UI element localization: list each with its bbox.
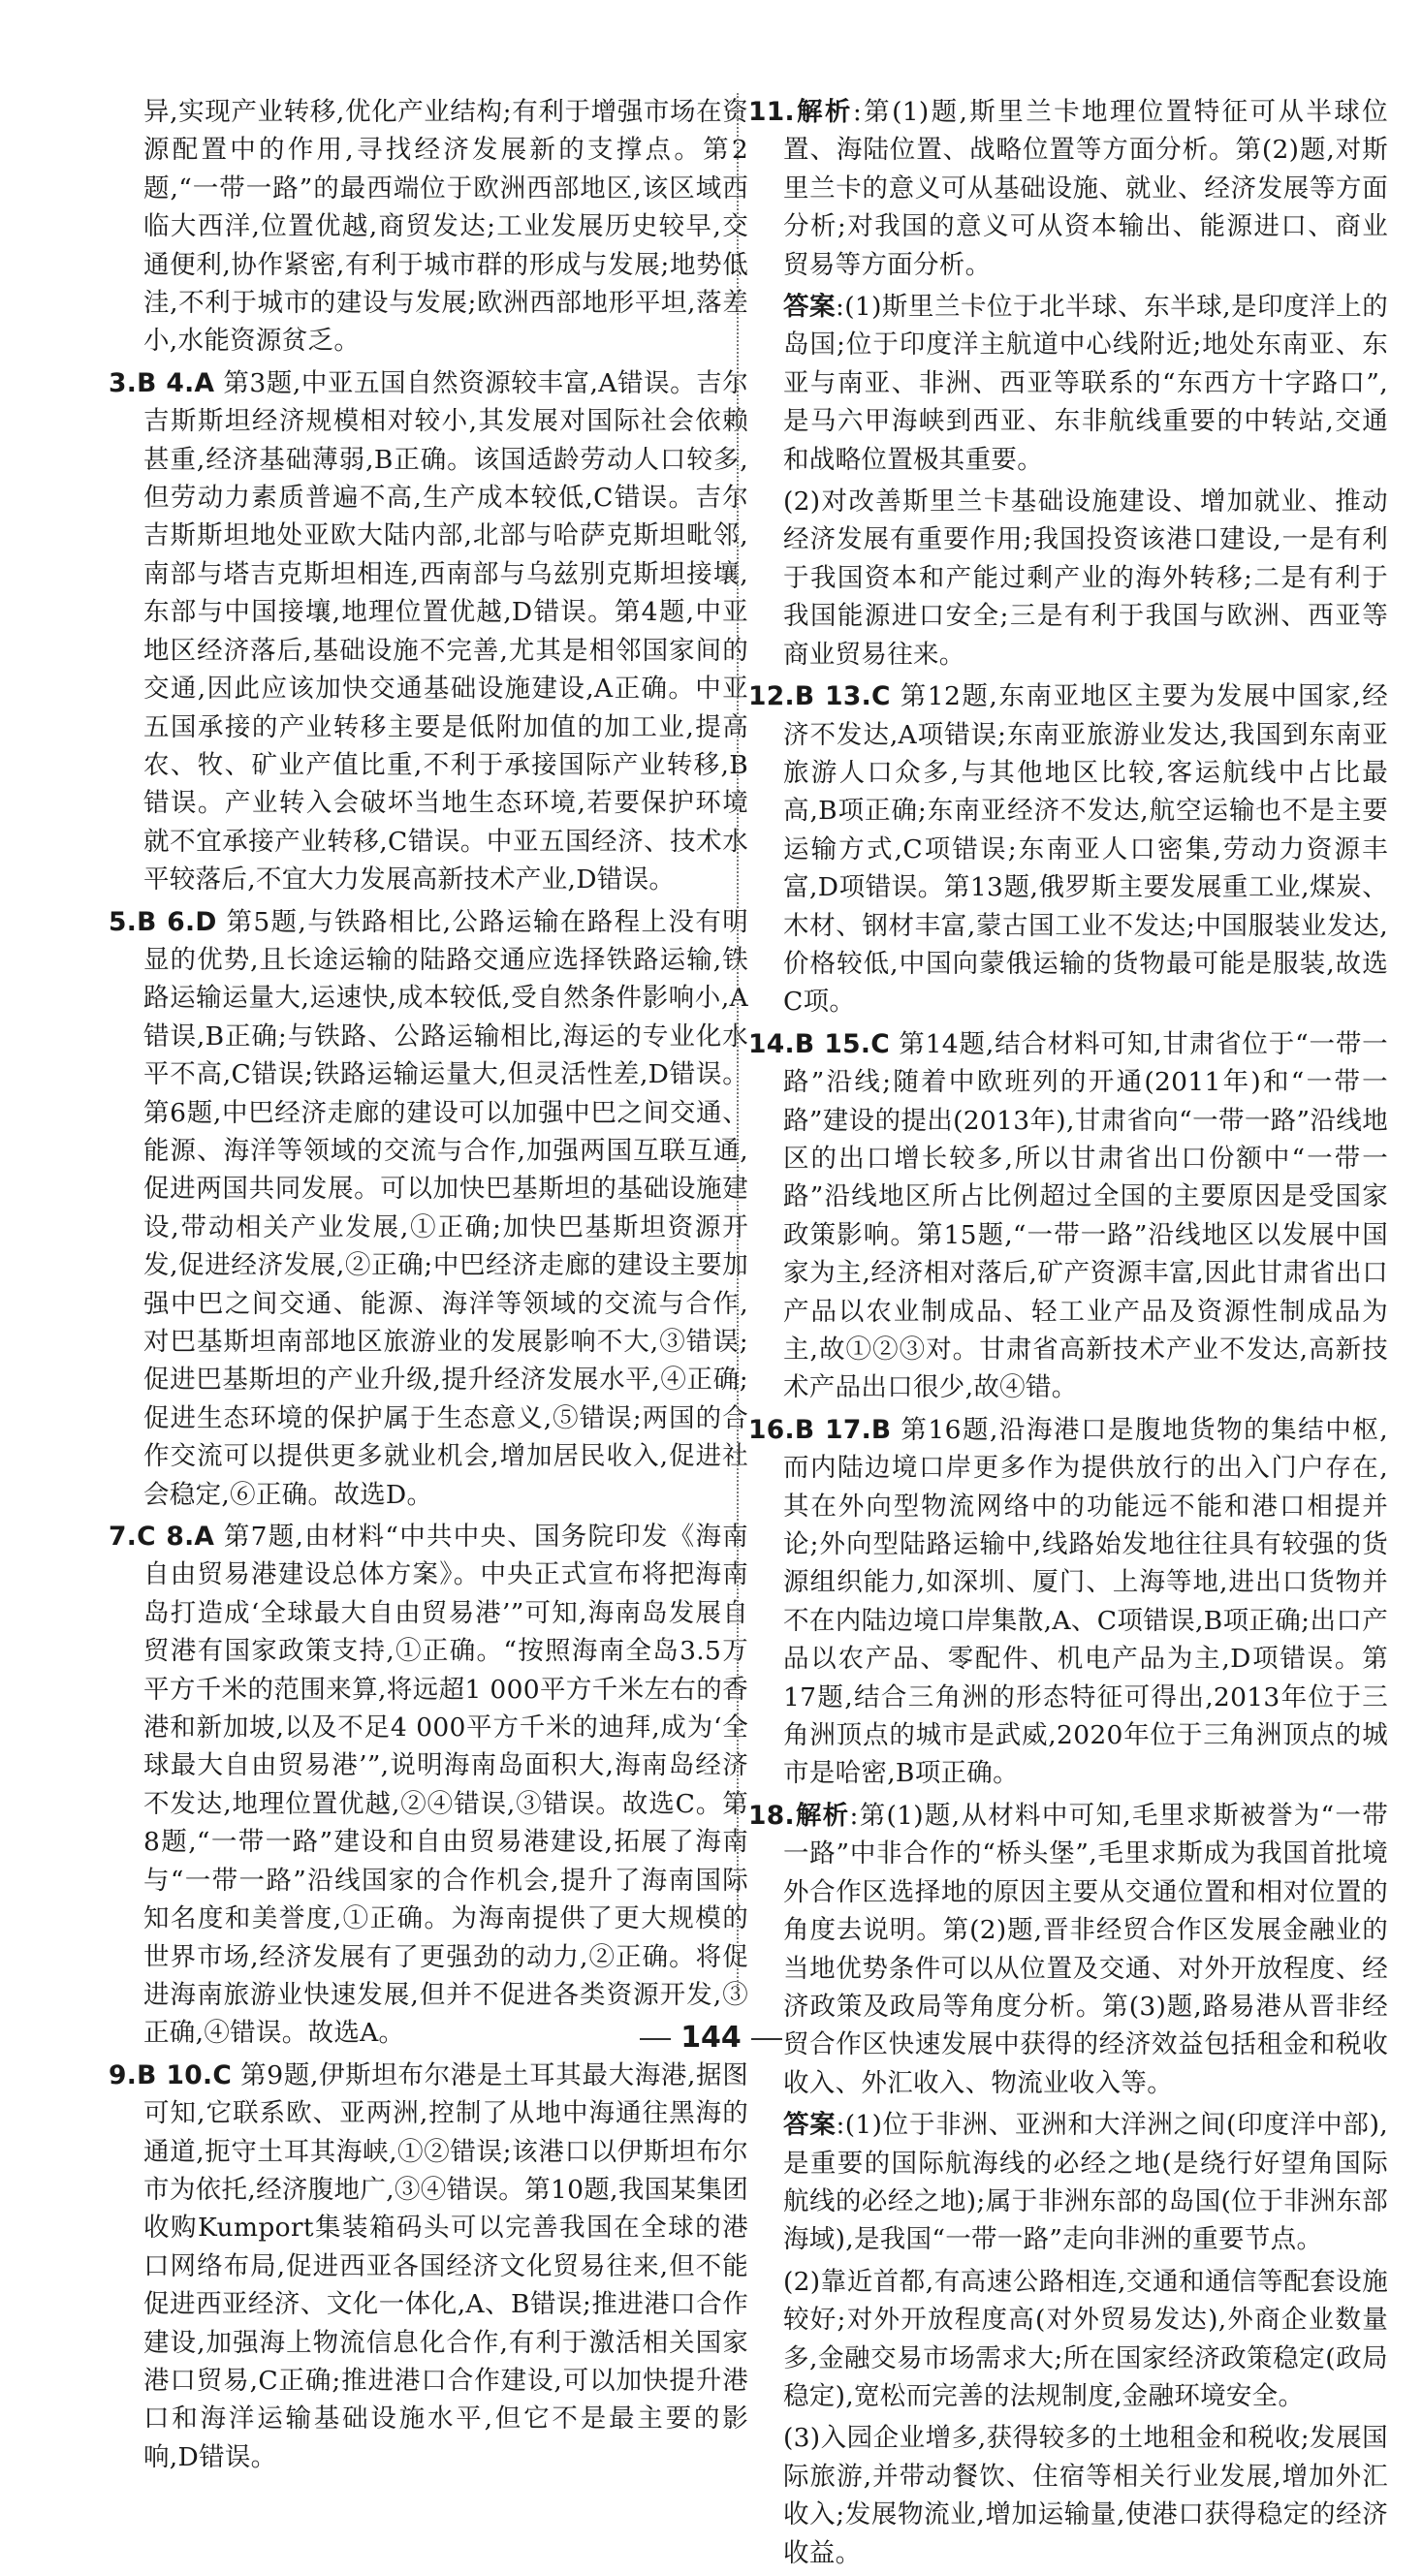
answer-9-10 bbox=[109, 2057, 748, 2476]
column-divider bbox=[737, 93, 739, 1993]
question-number: 16.B 17.B bbox=[748, 1414, 892, 1445]
answer-text: (2)靠近首都,有高速公路相连,交通和通信等配套设施较好;对外开放程度高(对外贸易发达),外商企业数量多,金融交易市场需求大;所在国家经济政策稳定(政局稳定),宽松而完善的法规制度,金融环境安全。 bbox=[783, 2266, 1388, 2411]
answer-label: 答案 bbox=[783, 2110, 837, 2141]
analysis-label: 解析 bbox=[794, 1800, 850, 1831]
page-number: 144 bbox=[680, 2021, 742, 2055]
answer-11 bbox=[748, 93, 1388, 284]
answer-text: (2)对改善斯里兰卡基础设施建设、增加就业、推动经济发展有重要作用;我国投资该港口建设,一是有利于我国资本和产能过剩产业的海外转移;二是有利于我国能源进口安全;三是有利于我国与欧洲、西亚等商业贸易往来。 bbox=[783, 487, 1388, 670]
answer-18-key-2 bbox=[748, 2263, 1388, 2416]
intro-paragraph bbox=[109, 93, 748, 361]
answer-text: :(1)斯里兰卡位于北半球、东半球,是印度洋上的岛国;位于印度洋主航道中心线附近;地处东南亚、东亚与南亚、非洲、西亚等联系的“东西方十字路口”,是马六甲海峡到西亚、东非航线重要的中转站,交通和战略位置极其重要。 bbox=[783, 292, 1388, 475]
analysis-text: :第(1)题,斯里兰卡地理位置特征可从半球位置、海陆位置、战略位置等方面分析。第(2)题,对斯里兰卡的意义可从基础设施、就业、经济发展等方面分析;对我国的意义可从资本输出、能源进口、商业贸易等方面分析。 bbox=[783, 97, 1388, 280]
analysis-label: 解析 bbox=[794, 97, 853, 127]
question-number: 14.B 15.C bbox=[748, 1028, 891, 1059]
answer-3-4 bbox=[109, 364, 748, 899]
explanation-text: 第9题,伊斯坦布尔港是土耳其最大海港,据图可知,它联系欧、亚两洲,控制了从地中海通往黑海的通道,扼守土耳其海峡,①②错误;该港口以伊斯坦布尔市为依托,经济腹地广,③④错误。第10题,我国某集团收购Kumport集装箱码头可以完善我国在全球的港口网络布局,促进西亚各国经济文化贸易往来,但不能促进西亚经济、文化一体化,A、B错误;推进港口合作建设,加强海上物流信息化合作,有利于激活相关国家港口贸易,C正确;推进港口合作建设,可以加快提升港口和海洋运输基础设施水平,但它不是最主要的影响,D错误。 bbox=[143, 2059, 748, 2472]
question-number: 3.B 4.A bbox=[109, 367, 215, 398]
analysis-text: :第(1)题,从材料中可知,毛里求斯被誉为“一带一路”中非合作的“桥头堡”,毛里求斯成为我国首批境外合作区选择地的原因主要从交通位置和相对位置的角度去说明。第(2)题,晋非经贸合作区发展金融业的当地优势条件可以从位置及交通、对外开放程度、经济政策及政局等角度分析。第(3)题,路易港从晋非经贸合作区快速发展中获得的经济效益包括租金和税收收入、外汇收入、物流业收入等。 bbox=[783, 1800, 1389, 2098]
explanation-text: 第7题,由材料“中共中央、国务院印发《海南自由贸易港建设总体方案》。中央正式宣布将把海南岛打造成‘全球最大自由贸易港’”可知,海南岛发展自贸港有国家政策支持,①正确。“按照海南全岛3.5万平方千米的范围来算,将远超1 000平方千米左右的香港和新加坡,以及不足4 000平方千米的迪拜,成为‘全球最大自由贸易港’”,说明海南岛面积大,海南岛经济不发达,地理位置优越,②④错误,③错误。故选C。第8题,“一带一路”建设和自由贸易港建设,拓展了海南与“一带一路”沿线国家的合作机会,提升了海南国际知名度和美誉度,①正确。为海南提供了更大规模的世界市场,经济发展有了更强劲的动力,②正确。将促进海南旅游业快速发展,但并不促进各类资源开发,③正确,④错误。故选A。 bbox=[143, 1522, 748, 2049]
question-number: 7.C 8.A bbox=[109, 1522, 215, 1553]
explanation-text: 第12题,东南亚地区主要为发展中国家,经济不发达,A项错误;东南亚旅游业发达,我国到东南亚旅游人口众多,与其他地区比较,客运航线中占比最高,B项正确;东南亚经济不发达,航空运输也不是主要运输方式,C项错误;东南亚人口密集,劳动力资源丰富,D项错误。第13题,俄罗斯主要发展重工业,煤炭、木材、钢材丰富,蒙古国工业不发达;中国服装业发达,价格较低,中国向蒙俄运输的货物最可能是服装,故选C项。 bbox=[783, 681, 1388, 1018]
answer-18-key-3 bbox=[748, 2419, 1388, 2572]
footer-dash-left bbox=[640, 2038, 671, 2040]
answer-12-13 bbox=[748, 677, 1388, 1021]
answer-18 bbox=[748, 1797, 1388, 2102]
page-footer bbox=[0, 2021, 1422, 2055]
explanation-text: 第16题,沿海港口是腹地货物的集结中枢,而内陆边境口岸更多作为提供放行的出入门户存在,其在外向型物流网络中的功能远不能和港口相提并论;外向型陆路运输中,线路始发地往往具有较强的货源组织能力,如深圳、厦门、上海等地,进出口货物并不在内陆边境口岸集散,A、C项错误,B项正确;出口产品以农产品、零配件、机电产品为主,D项错误。第17题,结合三角洲的形态特征可得出,2013年位于三角洲顶点的城市是武威,2020年位于三角洲顶点的城市是哈密,B项正确。 bbox=[783, 1414, 1388, 1789]
explanation-text: 第14题,结合材料可知,甘肃省位于“一带一路”沿线;随着中欧班列的开通(2011年)和“一带一路”建设的提出(2013年),甘肃省向“一带一路”沿线地区的出口增长较多,所以甘肃省出口份额中“一带一路”沿线地区所占比例超过全国的主要原因是受国家政策影响。第15题,“一带一路”沿线地区以发展中国家为主,经济相对落后,矿产资源丰富,因此甘肃省出口产品以农业制成品、轻工业产品及资源性制成品为主,故①②③对。甘肃省高新技术产业不发达,高新技术产品出口很少,故④错。 bbox=[783, 1028, 1388, 1403]
answer-11-key-2 bbox=[748, 483, 1388, 674]
question-number: 18. bbox=[748, 1800, 795, 1831]
answer-7-8 bbox=[109, 1518, 748, 2053]
left-column bbox=[109, 93, 748, 2480]
question-number: 5.B 6.D bbox=[109, 906, 217, 937]
answer-label: 答案 bbox=[783, 292, 837, 323]
answer-text: :(1)位于非洲、亚洲和大洋洲之间(印度洋中部),是重要的国际航海线的必经之地(是绕行好望角国际航线的必经之地);属于非洲东部的岛国(位于非洲东部海域),是我国“一带一路”走向非洲的重要节点。 bbox=[783, 2110, 1388, 2255]
question-number: 12.B 13.C bbox=[748, 681, 891, 712]
answer-5-6 bbox=[109, 903, 748, 1515]
question-number: 11. bbox=[748, 97, 795, 127]
explanation-text: 第3题,中亚五国自然资源较丰富,A错误。吉尔吉斯斯坦经济规模相对较小,其发展对国际社会依赖甚重,经济基础薄弱,B正确。该国适龄劳动人口较多,但劳动力素质普遍不高,生产成本较低,C错误。吉尔吉斯斯坦地处亚欧大陆内部,北部与哈萨克斯坦毗邻,南部与塔吉克斯坦相连,西南部与乌兹别克斯坦接壤,东部与中国接壤,地理位置优越,D错误。第4题,中亚地区经济落后,基础设施不完善,尤其是相邻国家间的交通,因此应该加快交通基础设施建设,A正确。中亚五国承接的产业转移主要是低附加值的加工业,提高农、牧、矿业产值比重,不利于承接国际产业转移,B错误。产业转入会破坏当地生态环境,若要保护环境就不宜承接产业转移,C错误。中亚五国经济、技术水平较落后,不宜大力发展高新技术产业,D错误。 bbox=[143, 367, 748, 895]
right-column bbox=[748, 93, 1388, 2576]
intro-text: 异,实现产业转移,优化产业结构;有利于增强市场在资源配置中的作用,寻找经济发展新的支撑点。第2题,“一带一路”的最西端位于欧洲西部地区,该区域西临大西洋,位置优越,商贸发达;工业发展历史较早,交通便利,协作紧密,有利于城市群的形成与发展;地势低洼,不利于城市的建设与发展;欧洲西部地形平坦,落差小,水能资源贫乏。 bbox=[143, 97, 748, 357]
explanation-text: 第5题,与铁路相比,公路运输在路程上没有明显的优势,且长途运输的陆路交通应选择铁路运输,铁路运输运量大,运速快,成本较低,受自然条件影响小,A错误,B正确;与铁路、公路运输相比,海运的专业化水平不高,C错误;铁路运输运量大,但灵活性差,D错误。第6题,中巴经济走廊的建设可以加强中巴之间交通、能源、海洋等领域的交流与合作,加强两国互联互通,促进两国共同发展。可以加快巴基斯坦的基础设施建设,带动相关产业发展,①正确;加快巴基斯坦资源开发,促进经济发展,②正确;中巴经济走廊的建设主要加强中巴之间交通、能源、海洋等领域的交流与合作,对巴基斯坦南部地区旅游业的发展影响不大,③错误;促进巴基斯坦的产业升级,提升经济发展水平,④正确;促进生态环境的保护属于生态意义,⑤错误;两国的合作交流可以提供更多就业机会,增加居民收入,促进社会稳定,⑥正确。故选D。 bbox=[143, 906, 748, 1510]
question-number: 9.B 10.C bbox=[109, 2059, 233, 2090]
answer-text: (3)入园企业增多,获得较多的土地租金和税收;发展国际旅游,并带动餐饮、住宿等相关行业发展,增加外汇收入;发展物流业,增加运输量,使港口获得稳定的经济收益。 bbox=[783, 2423, 1388, 2568]
answer-11-key bbox=[748, 288, 1388, 479]
answer-18-key bbox=[748, 2106, 1388, 2259]
footer-dash-right bbox=[751, 2038, 782, 2040]
answer-14-15 bbox=[748, 1025, 1388, 1407]
answer-16-17 bbox=[748, 1411, 1388, 1793]
